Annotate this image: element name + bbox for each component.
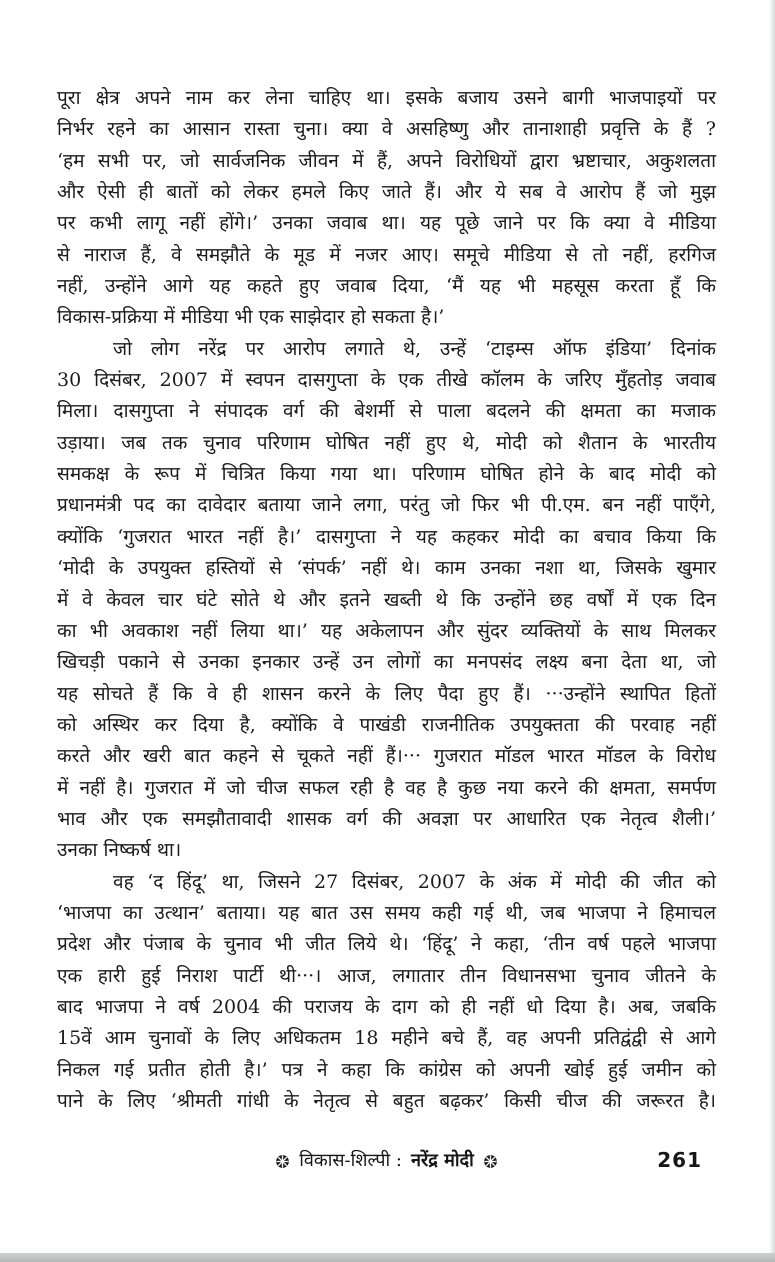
text-line: विकास-प्रक्रिया में मीडिया भी एक साझेदार हो सकता है।’ [57,306,445,329]
text-line: में वे केवल चार घंटे सोते थे और इतने खब्ती थे कि उन्होंने छह वर्षों में एक दिन [57,588,716,611]
text-line: क्योंकि ‘गुजरात भारत नहीं है।’ दासगुप्ता ने यह कहकर मोदी का बचाव किया कि [57,525,716,548]
text-line: ‘भाजपा का उत्थान’ बताया। यह बात उस समय कही गई थी, जब भाजपा ने हिमाचल [57,901,716,924]
text-line: खिचड़ी पकाने से उनका इनकार उन्हें उन लोगों का मनपसंद लक्ष्य बना देता था, जो [57,651,716,674]
text-line: निर्भर रहने का आसान रास्ता चुना। क्या वे असहिष्णु और तानाशाही प्रवृत्ति के हैं ? [57,118,716,141]
text-line: 30 दिसंबर, 2007 में स्वपन दासगुप्ता के एक तीखे कॉलम के जरिए मुँहतोड़ जवाब [57,369,716,392]
text-line: जो लोग नरेंद्र पर आरोप लगाते थे, उन्हें ‘टाइम्स ऑफ इंडिया’ दिनांक [113,337,716,360]
text-line: वह ‘द हिंदू’ था, जिसने 27 दिसंबर, 2007 के अंक में मोदी की जीत को [113,870,716,893]
text-line: से नाराज हैं, वे समझौते के मूड में नजर आए। समूचे मीडिया से तो नहीं, हरगिज [57,243,716,266]
text-line: समकक्ष के रूप में चित्रित किया गया था। परिणाम घोषित होने के बाद मोदी को [57,463,716,486]
flower-ornament-icon [275,1154,290,1169]
text-line: करते और खरी बात कहने से चूकते नहीं हैं।··· गुजरात मॉडल भारत मॉडल के विरोध [57,745,716,768]
page-footer [57,1147,716,1175]
scan-edge-bottom [0,1253,775,1262]
text-line: उड़ाया। जब तक चुनाव परिणाम घोषित नहीं हुए थे, मोदी को शैतान के भारतीय [57,431,716,454]
text-line: ‘हम सभी पर, जो सार्वजनिक जीवन में हैं, अपने विरोधियों द्वारा भ्रष्टाचार, अकुशलता [57,149,716,172]
text-line: उनका निष्कर्ष था। [57,839,182,862]
running-title [57,1147,716,1175]
text-line: को अस्थिर कर दिया है, क्योंकि वे पाखंडी राजनीतिक उपयुक्तता की परवाह नहीं [57,713,716,736]
text-line: यह सोचते हैं कि वे ही शासन करने के लिए पैदा हुए हैं। ···उन्होंने स्थापित हितों [57,682,716,705]
running-title-book-name: नरेंद्र मोदी [410,1150,474,1171]
text-line: पाने के लिए ‘श्रीमती गांधी के नेतृत्व से बहुत बढ़कर’ किसी चीज की जरूरत है। [57,1090,716,1112]
text-line: पूरा क्षेत्र अपने नाम कर लेना चाहिए था। इसके बजाय उसने बागी भाजपाइयों पर [57,87,716,109]
text-line: का भी अवकाश नहीं लिया था।’ यह अकेलापन और सुंदर व्यक्तियों के साथ मिलकर [57,619,716,642]
text-line: बाद भाजपा ने वर्ष 2004 की पराजय के दाग को ही नहीं धो दिया है। अब, जबकि [57,995,716,1018]
flower-ornament-icon [483,1154,498,1169]
text-line: और ऐसी ही बातों को लेकर हमले किए जाते हैं। और ये सब वे आरोप हैं जो मुझ [57,181,716,204]
page-text [57,83,716,1117]
text-line: 15वें आम चुनावों के लिए अधिकतम 18 महीने बचे हैं, वह अपनी प्रतिद्वंद्वी से आगे [57,1027,716,1050]
text-line: में नहीं है। गुजरात में जो चीज सफल रही है वह है कुछ नया करने की क्षमता, समर्पण [57,776,716,799]
text-line: भाव और एक समझौतावादी शासक वर्ग की अवज्ञा पर आधारित एक नेतृत्व शैली।’ [57,807,716,830]
page-number: 261 [657,1148,702,1172]
running-title-text: विकास-शिल्पी : [299,1150,402,1171]
scan-edge-right [769,0,775,1262]
text-line: पर कभी लागू नहीं होंगे।’ उनका जवाब था। यह पूछे जाने पर कि क्या वे मीडिया [57,212,716,235]
text-line: ‘मोदी के उपयुक्त हस्तियों से ‘संपर्क’ नहीं थे। काम उनका नशा था, जिसके खुमार [57,557,716,580]
text-line: मिला। दासगुप्ता ने संपादक वर्ग की बेशर्मी से पाला बदलने की क्षमता का मजाक [57,400,716,423]
text-line: एक हारी हुई निराश पार्टी थी···। आज, लगातार तीन विधानसभा चुनाव जीतने के [57,964,716,987]
text-line: नहीं, उन्होंने आगे यह कहते हुए जवाब दिया, ‘मैं यह भी महसूस करता हूँ कि [57,275,716,298]
text-line: निकल गई प्रतीत होती है।’ पत्र ने कहा कि कांग्रेस को अपनी खोई हुई जमीन को [57,1058,716,1081]
text-line: प्रदेश और पंजाब के चुनाव भी जीत लिये थे। ‘हिंदू’ ने कहा, ‘तीन वर्ष पहले भाजपा [57,933,716,956]
text-line: प्रधानमंत्री पद का दावेदार बताया जाने लगा, परंतु जो फिर भी पी.एम. बन नहीं पाएँगे, [57,494,716,517]
